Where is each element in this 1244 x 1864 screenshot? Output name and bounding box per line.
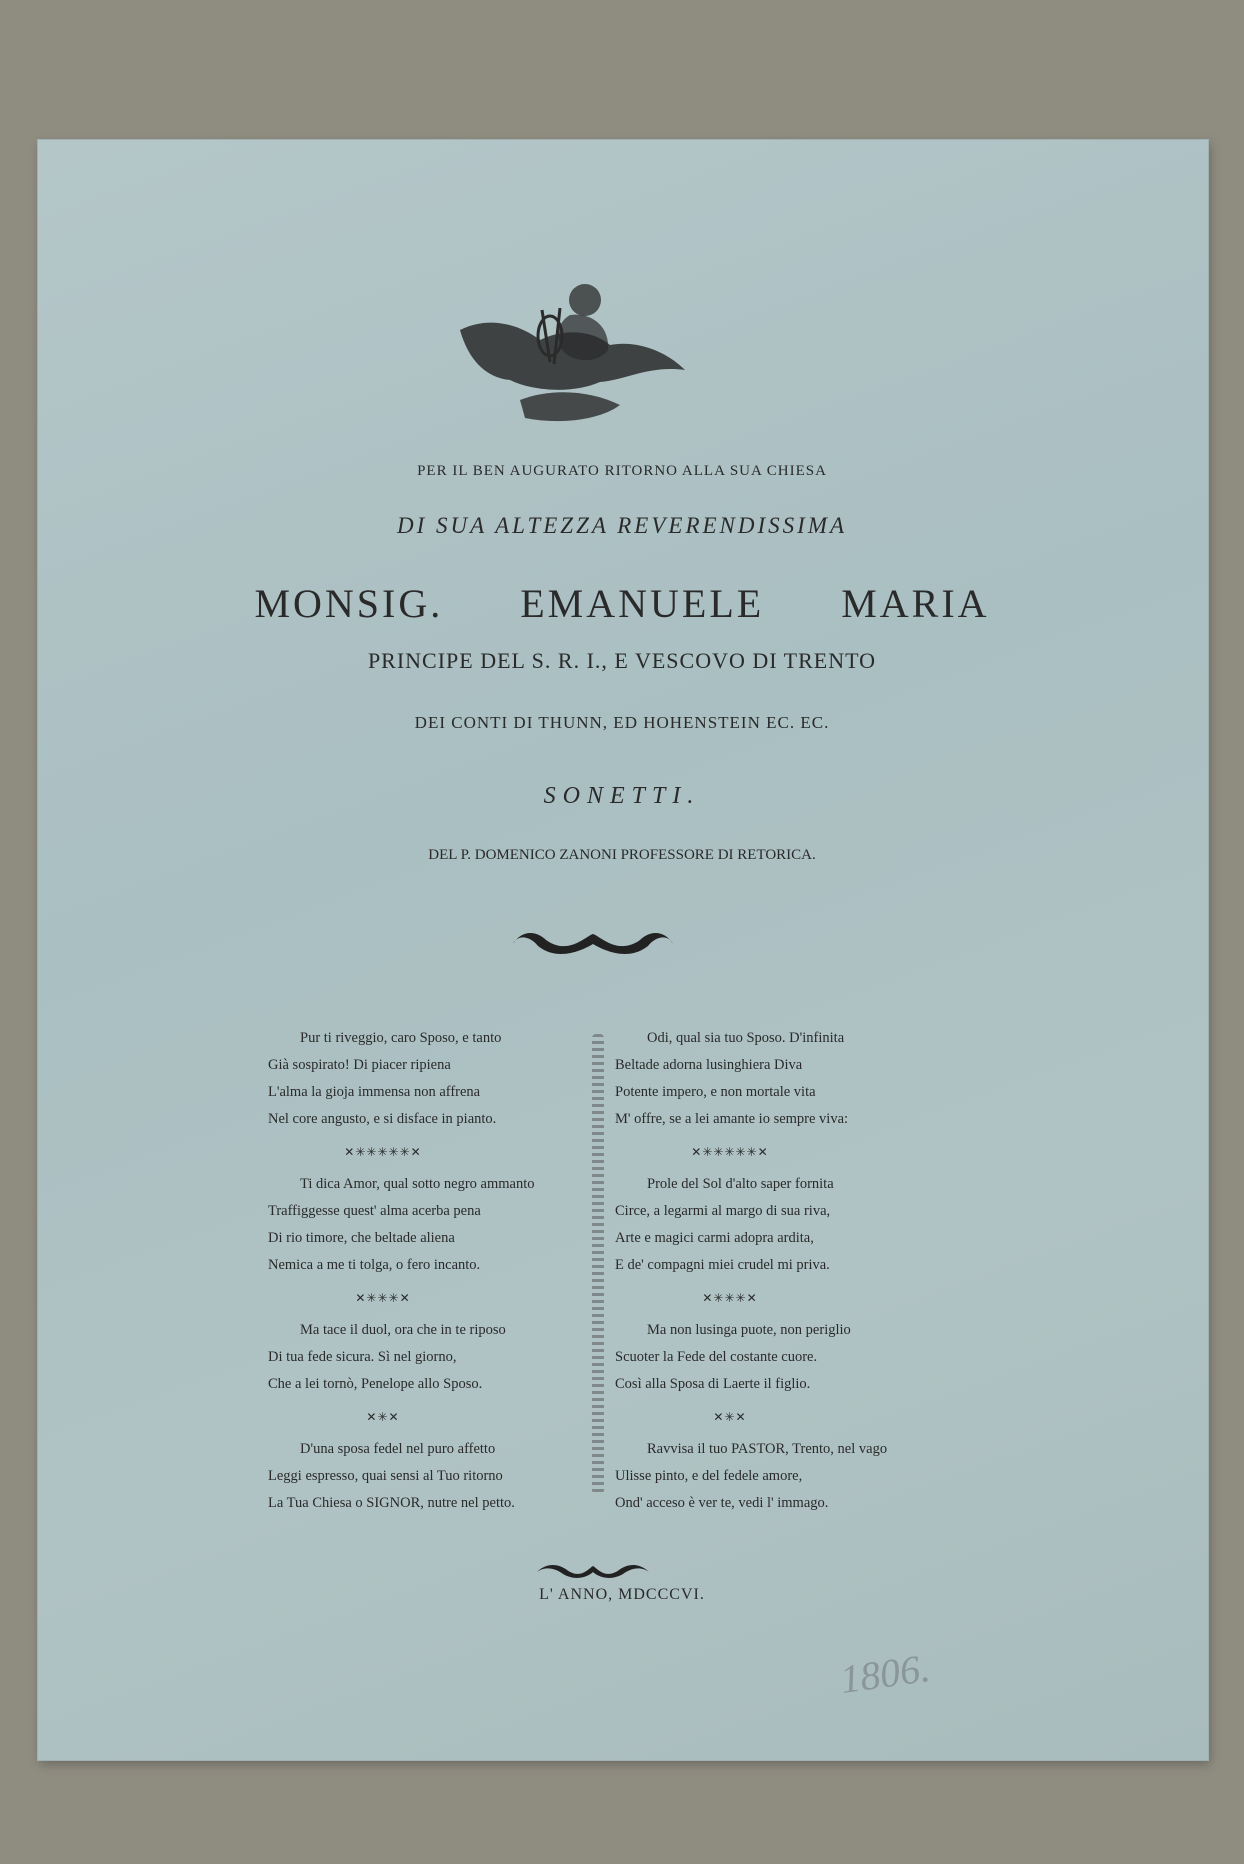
sonnet-right [615, 1025, 945, 1517]
sonnet-right-line: Odi, qual sia tuo Sposo. D'infinita [647, 1030, 845, 1046]
sonnet-right-line: Ravvisa il tuo PASTOR, Trento, nel vago [647, 1441, 888, 1457]
stanza-separator: ✕✳✕ [366, 1410, 400, 1424]
header-title: PRINCIPE DEL S. R. I., E VESCOVO DI TRENTO [367, 648, 877, 673]
sonnet-right-line: Così alla Sposa di Laerte il figlio. [615, 1376, 811, 1392]
sonnet-right-line: E de' compagni miei crudel mi priva. [615, 1257, 830, 1273]
sonnet-right-line: Beltade adorna lusinghiera Diva [615, 1057, 803, 1073]
cherub-with-lyre-vignette [450, 270, 690, 440]
header-name: MONSIG. EMANUELE MARIA [254, 581, 990, 626]
sonnet-left-line: Nemica a me ti tolga, o fero incanto. [268, 1257, 481, 1273]
stanza-separator: ✕✳✳✳✳✳✕ [691, 1145, 769, 1159]
sonnet-left-line: Traffiggesse quest' alma acerba pena [268, 1203, 481, 1219]
sonnet-left-line: Che a lei tornò, Penelope allo Sposo. [268, 1376, 483, 1392]
header-genre: SONETTI. [543, 783, 701, 809]
sonnet-left [268, 1025, 598, 1517]
stanza-separator: ✕✳✳✳✕ [355, 1291, 411, 1305]
sonnet-left-line: Ti dica Amor, qual sotto negro ammanto [300, 1176, 535, 1192]
sonnet-right-line: Arte e magici carmi adopra ardita, [615, 1230, 814, 1246]
sonnet-left-line: Di tua fede sicura. Sì nel giorno, [268, 1349, 457, 1365]
sonnet-right-line: Circe, a legarmi al margo di sua riva, [615, 1203, 831, 1219]
sonnet-right-line: Prole del Sol d'alto saper fornita [647, 1176, 834, 1192]
stanza-separator: ✕✳✕ [713, 1410, 747, 1424]
sonnet-left-line: Ma tace il duol, ora che in te riposo [300, 1322, 506, 1338]
sonnet-left-line: L'alma la gioja immensa non affrena [268, 1084, 481, 1100]
header-dedication-line: PER IL BEN AUGURATO RITORNO ALLA SUA CHIESA [417, 463, 827, 479]
stanza-separator: ✕✳✳✳✕ [702, 1291, 758, 1305]
sonnet-left-line: Leggi espresso, quai sensi al Tuo ritorno [268, 1468, 503, 1484]
imprint-year: L' ANNO, MDCCCVI. [539, 1586, 705, 1603]
pencil-annotation: 1806. [837, 1644, 933, 1703]
column-divider-chain [592, 1034, 604, 1494]
sonnet-left-line: Di rio timore, che beltade aliena [268, 1230, 455, 1246]
sonnet-right-line: Ond' acceso è ver te, vedi l' immago. [615, 1495, 829, 1511]
sonnet-right-line: M' offre, se a lei amante io sempre viva: [615, 1111, 849, 1127]
sonnet-left-line: Nel core angusto, e si disface in pianto. [268, 1111, 497, 1127]
header-honorific-line: DI SUA ALTEZZA REVERENDISSIMA [396, 513, 848, 538]
sonnet-right-line: Ma non lusinga puote, non periglio [647, 1322, 851, 1338]
ornamental-swirl [508, 926, 678, 962]
sonnet-left-line: Pur ti riveggio, caro Sposo, e tanto [300, 1030, 502, 1046]
ornamental-swirl-small [533, 1560, 653, 1582]
header-author: DEL P. DOMENICO ZANONI PROFESSORE DI RETORICA. [428, 847, 816, 863]
sonnet-right-line: Ulisse pinto, e del fedele amore, [615, 1468, 803, 1484]
sonnet-right-line: Potente impero, e non mortale vita [615, 1084, 816, 1100]
sonnet-left-line: La Tua Chiesa o SIGNOR, nutre nel petto. [268, 1495, 515, 1511]
sonnet-left-line: Già sospirato! Di piacer ripiena [268, 1057, 451, 1073]
stanza-separator: ✕✳✳✳✳✳✕ [344, 1145, 422, 1159]
header-family-line: DEI CONTI DI THUNN, ED HOHENSTEIN EC. EC. [414, 713, 830, 732]
sonnet-left-line: D'una sposa fedel nel puro affetto [300, 1441, 496, 1457]
sonnet-right-line: Scuoter la Fede del costante cuore. [615, 1349, 818, 1365]
